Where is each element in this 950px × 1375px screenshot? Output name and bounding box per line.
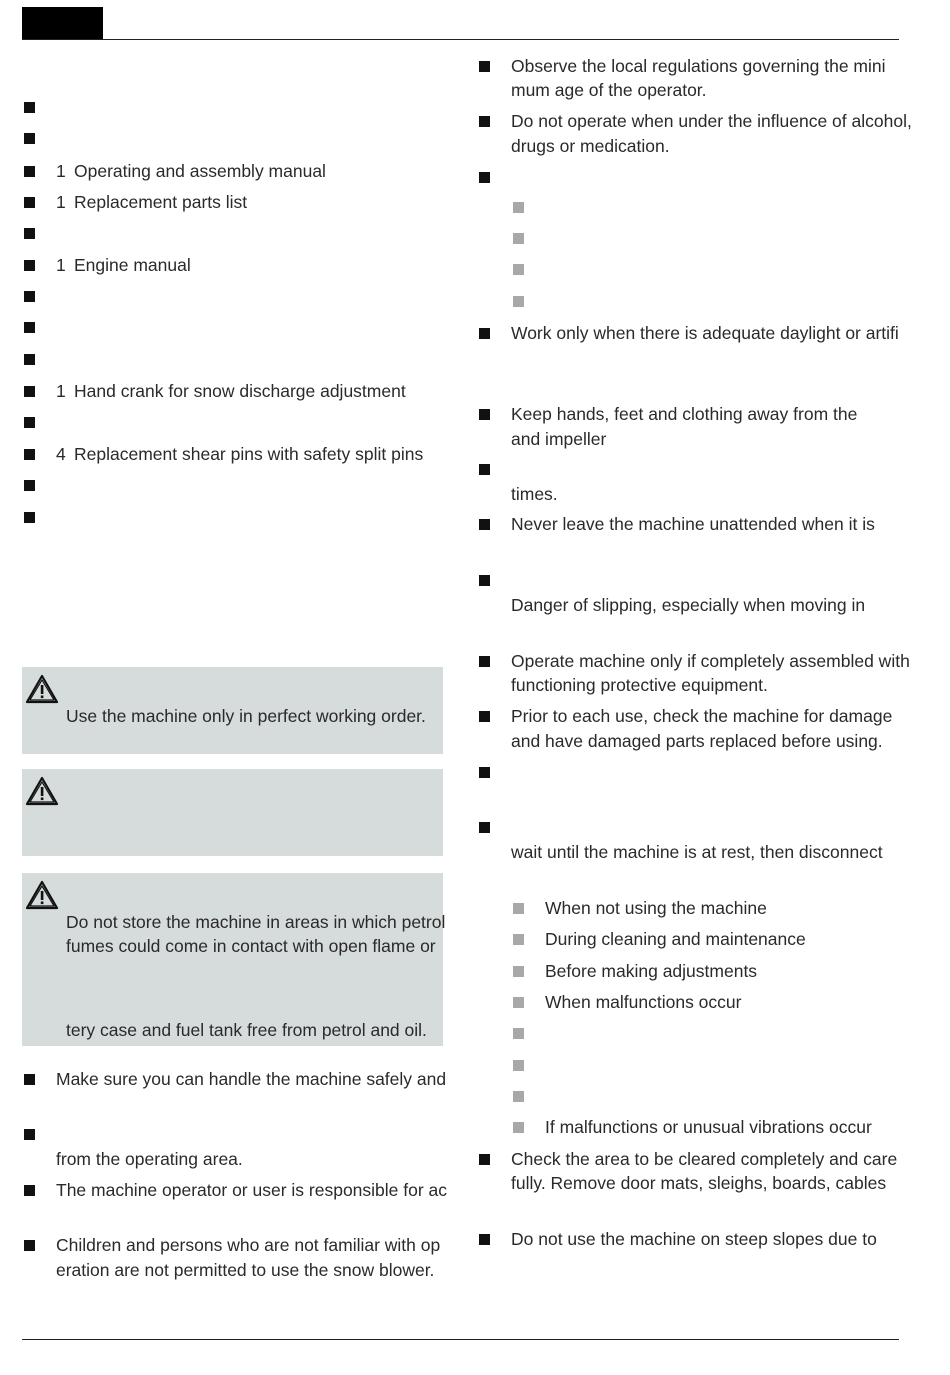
list-bullet	[479, 575, 490, 586]
list-bullet	[24, 354, 35, 365]
warning-triangle-icon	[25, 776, 59, 806]
list-bullet	[24, 1074, 35, 1085]
sub-list-item: During cleaning and maintenance	[545, 929, 806, 949]
sub-list-bullet	[513, 1028, 524, 1039]
list-bullet	[479, 328, 490, 339]
list-item: 4 Replacement shear pins with safety split pins	[56, 444, 424, 464]
list-bullet	[24, 417, 35, 428]
list-item: Danger of slipping, especially when moving in	[511, 595, 866, 615]
list-bullet	[479, 822, 490, 833]
sub-list-item: If malfunctions or unusual vibrations occur	[545, 1117, 872, 1137]
sub-list-bullet	[513, 264, 524, 275]
list-item: drugs or medication.	[511, 136, 670, 156]
list-bullet	[24, 133, 35, 144]
header-tab	[22, 7, 103, 40]
warning-text: Do not store the machine in areas in which petrol	[66, 912, 446, 932]
list-bullet	[479, 409, 490, 420]
list-item: fully. Remove door mats, sleighs, boards, cables	[511, 1173, 887, 1193]
list-item: Do not use the machine on steep slopes due to	[511, 1229, 877, 1249]
list-item: wait until the machine is at rest, then disconnect	[511, 842, 883, 862]
list-bullet	[24, 102, 35, 113]
list-item: Children and persons who are not familiar with op	[56, 1235, 441, 1255]
list-bullet	[479, 767, 490, 778]
list-item: mum age of the operator.	[511, 80, 707, 100]
list-bullet	[24, 1129, 35, 1140]
list-item: 1 Hand crank for snow discharge adjustment	[56, 381, 406, 401]
list-item: Observe the local regulations governing the mini	[511, 56, 886, 76]
list-bullet	[24, 1240, 35, 1251]
list-bullet	[479, 61, 490, 72]
sub-list-bullet	[513, 997, 524, 1008]
list-item: times.	[511, 484, 558, 504]
sub-list-bullet	[513, 1122, 524, 1133]
sub-list-bullet	[513, 1060, 524, 1071]
list-item: Never leave the machine unattended when it is	[511, 514, 875, 534]
warning-box	[22, 667, 443, 754]
list-bullet	[24, 386, 35, 397]
warning-box	[22, 769, 443, 856]
list-bullet	[24, 166, 35, 177]
list-bullet	[24, 1185, 35, 1196]
list-bullet	[24, 322, 35, 333]
list-item: eration are not permitted to use the snow blower.	[56, 1260, 435, 1280]
list-item: and have damaged parts replaced before using.	[511, 731, 883, 751]
list-bullet	[479, 172, 490, 183]
list-item: The machine operator or user is responsible for ac	[56, 1180, 448, 1200]
list-item: 1 Operating and assembly manual	[56, 161, 326, 181]
sub-list-item: When not using the machine	[545, 898, 767, 918]
list-item: Operate machine only if completely assembled with	[511, 651, 910, 671]
list-bullet	[479, 1234, 490, 1245]
footer-rule	[22, 1339, 899, 1340]
list-item: Work only when there is adequate daylight or artifi	[511, 323, 899, 343]
sub-list-bullet	[513, 966, 524, 977]
list-bullet	[24, 291, 35, 302]
warning-text: Use the machine only in perfect working order.	[66, 706, 426, 726]
list-item: functioning protective equipment.	[511, 675, 768, 695]
list-bullet	[24, 260, 35, 271]
sub-list-bullet	[513, 934, 524, 945]
warning-triangle-icon	[25, 674, 59, 704]
list-bullet	[24, 228, 35, 239]
list-item: Keep hands, feet and clothing away from the	[511, 404, 858, 424]
list-bullet	[479, 116, 490, 127]
list-bullet	[479, 656, 490, 667]
list-item: from the operating area.	[56, 1149, 243, 1169]
list-item: 1 Replacement parts list	[56, 192, 248, 212]
list-item: and impeller	[511, 429, 607, 449]
warning-text: tery case and fuel tank free from petrol and oil.	[66, 1020, 427, 1040]
sub-list-item: Before making adjustments	[545, 961, 758, 981]
list-bullet	[24, 512, 35, 523]
sub-list-bullet	[513, 202, 524, 213]
sub-list-bullet	[513, 296, 524, 307]
sub-list-bullet	[513, 903, 524, 914]
list-bullet	[479, 464, 490, 475]
sub-list-bullet	[513, 233, 524, 244]
list-bullet	[24, 197, 35, 208]
list-bullet	[479, 711, 490, 722]
list-bullet	[479, 519, 490, 530]
list-item: Prior to each use, check the machine for damage	[511, 706, 893, 726]
header-rule	[22, 39, 899, 40]
list-item: Check the area to be cleared completely and care	[511, 1149, 898, 1169]
list-bullet	[24, 480, 35, 491]
list-bullet	[479, 1154, 490, 1165]
warning-text: fumes could come in contact with open flame or	[66, 936, 436, 956]
list-bullet	[24, 449, 35, 460]
warning-triangle-icon	[25, 880, 59, 910]
warning-box	[22, 873, 446, 1046]
sub-list-item: When malfunctions occur	[545, 992, 742, 1012]
list-item: Make sure you can handle the machine safely and	[56, 1069, 447, 1089]
list-item: Do not operate when under the influence of alcohol,	[511, 111, 912, 131]
list-item: 1 Engine manual	[56, 255, 191, 275]
sub-list-bullet	[513, 1091, 524, 1102]
